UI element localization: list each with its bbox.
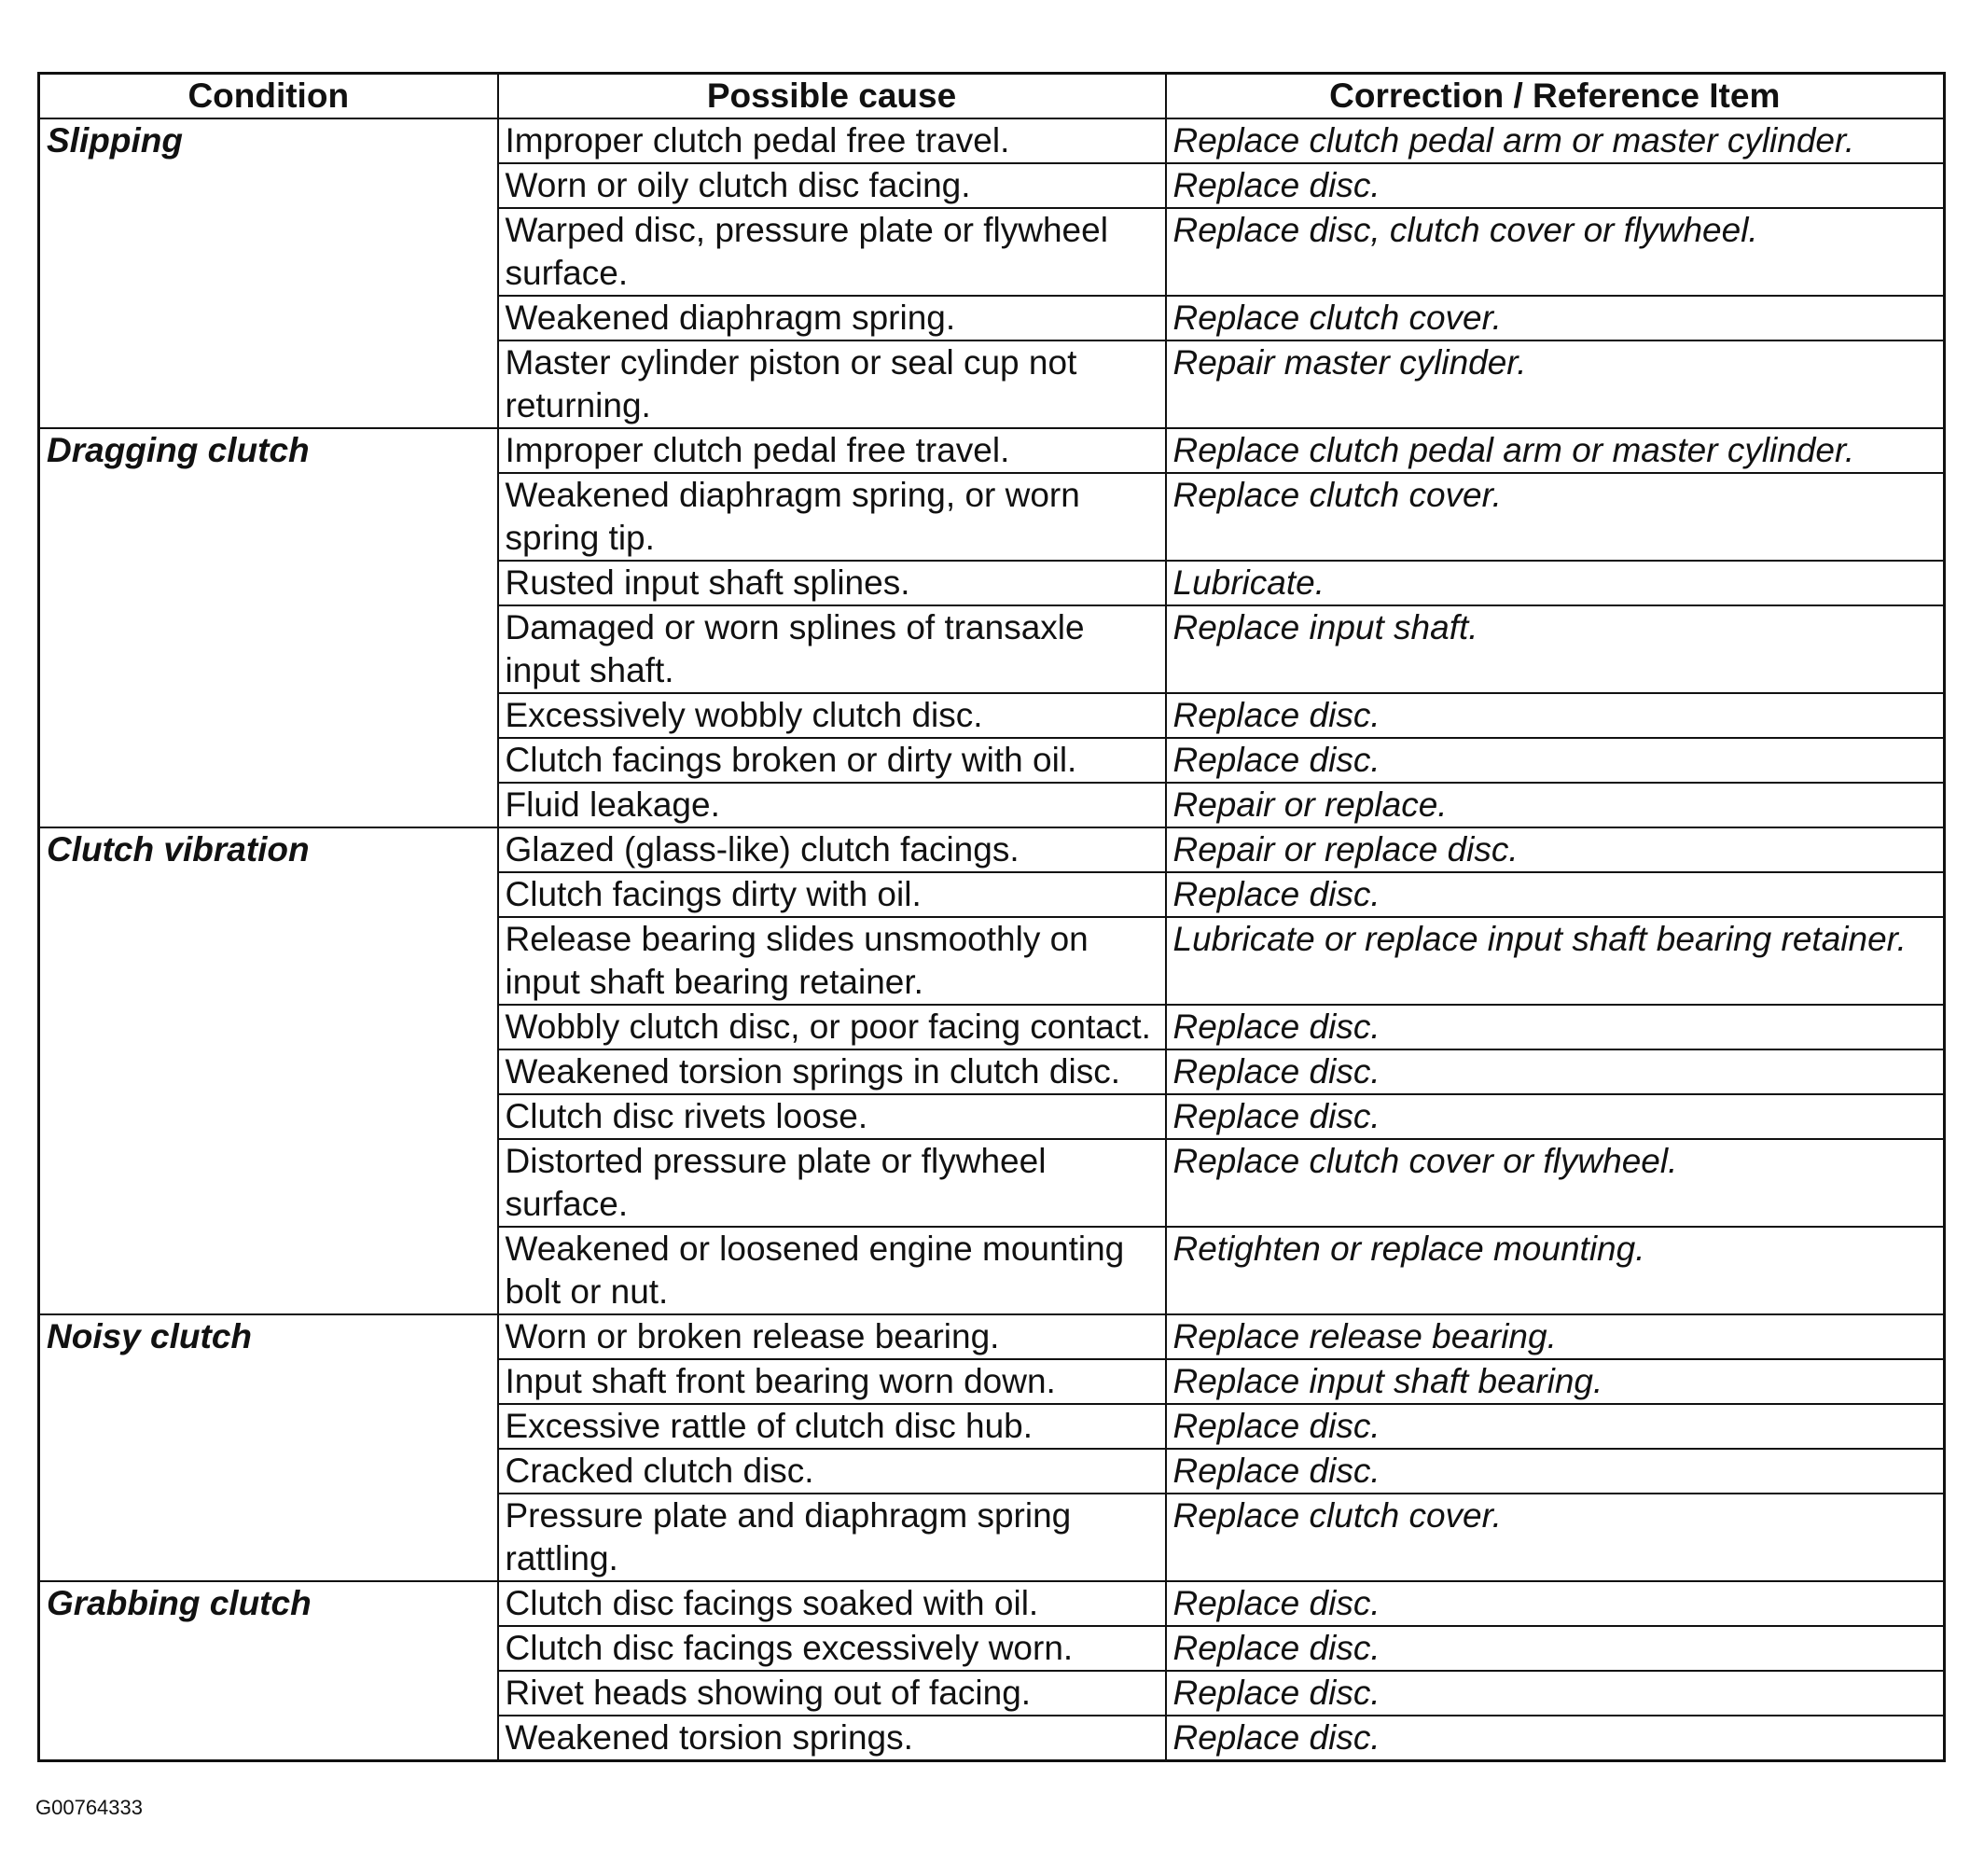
condition-cell: Clutch vibration [39, 827, 498, 1314]
correction-cell: Replace clutch pedal arm or master cylinder. [1166, 118, 1945, 163]
troubleshooting-table-container [37, 72, 1946, 1762]
possible-cause-cell: Improper clutch pedal free travel. [498, 118, 1166, 163]
correction-cell: Replace disc. [1166, 1581, 1945, 1626]
table-row [39, 827, 1945, 872]
correction-cell: Repair or replace disc. [1166, 827, 1945, 872]
possible-cause-cell: Master cylinder piston or seal cup not returning. [498, 340, 1166, 428]
possible-cause-cell: Clutch facings dirty with oil. [498, 872, 1166, 917]
correction-cell: Replace disc. [1166, 163, 1945, 208]
correction-cell: Replace release bearing. [1166, 1314, 1945, 1359]
condition-cell: Grabbing clutch [39, 1581, 498, 1761]
correction-cell: Replace disc. [1166, 1716, 1945, 1761]
correction-cell: Repair or replace. [1166, 783, 1945, 827]
correction-cell: Replace disc. [1166, 1626, 1945, 1671]
correction-cell: Repair master cylinder. [1166, 340, 1945, 428]
correction-cell: Replace clutch cover. [1166, 1494, 1945, 1581]
correction-cell: Retighten or replace mounting. [1166, 1227, 1945, 1314]
possible-cause-cell: Input shaft front bearing worn down. [498, 1359, 1166, 1404]
possible-cause-cell: Weakened torsion springs. [498, 1716, 1166, 1761]
correction-cell: Replace clutch pedal arm or master cylinder. [1166, 428, 1945, 473]
possible-cause-cell: Wobbly clutch disc, or poor facing contact. [498, 1005, 1166, 1049]
possible-cause-cell: Pressure plate and diaphragm spring rattling. [498, 1494, 1166, 1581]
possible-cause-cell: Rusted input shaft splines. [498, 561, 1166, 605]
possible-cause-cell: Weakened diaphragm spring, or worn spring tip. [498, 473, 1166, 561]
correction-cell: Replace disc. [1166, 1005, 1945, 1049]
header-possible-cause: Possible cause [498, 74, 1166, 119]
possible-cause-cell: Warped disc, pressure plate or flywheel surface. [498, 208, 1166, 296]
table-row [39, 1581, 1945, 1626]
correction-cell: Replace clutch cover. [1166, 296, 1945, 340]
correction-cell: Lubricate. [1166, 561, 1945, 605]
possible-cause-cell: Worn or broken release bearing. [498, 1314, 1166, 1359]
condition-cell: Slipping [39, 118, 498, 428]
correction-cell: Replace input shaft bearing. [1166, 1359, 1945, 1404]
figure-code: G00764333 [35, 1796, 143, 1819]
possible-cause-cell: Distorted pressure plate or flywheel surface. [498, 1139, 1166, 1227]
possible-cause-cell: Weakened torsion springs in clutch disc. [498, 1049, 1166, 1094]
possible-cause-cell: Weakened or loosened engine mounting bolt or nut. [498, 1227, 1166, 1314]
correction-cell: Replace disc. [1166, 1671, 1945, 1716]
possible-cause-cell: Excessively wobbly clutch disc. [498, 693, 1166, 738]
possible-cause-cell: Release bearing slides unsmoothly on input shaft bearing retainer. [498, 917, 1166, 1005]
table-body [39, 118, 1945, 1761]
possible-cause-cell: Fluid leakage. [498, 783, 1166, 827]
possible-cause-cell: Glazed (glass-like) clutch facings. [498, 827, 1166, 872]
correction-cell: Replace disc. [1166, 738, 1945, 783]
correction-cell: Replace input shaft. [1166, 605, 1945, 693]
correction-cell: Replace clutch cover or flywheel. [1166, 1139, 1945, 1227]
correction-cell: Lubricate or replace input shaft bearing retainer. [1166, 917, 1945, 1005]
table-row [39, 1314, 1945, 1359]
possible-cause-cell: Clutch facings broken or dirty with oil. [498, 738, 1166, 783]
table-row [39, 428, 1945, 473]
possible-cause-cell: Excessive rattle of clutch disc hub. [498, 1404, 1166, 1449]
correction-cell: Replace disc, clutch cover or flywheel. [1166, 208, 1945, 296]
correction-cell: Replace disc. [1166, 1449, 1945, 1494]
correction-cell: Replace disc. [1166, 693, 1945, 738]
possible-cause-cell: Clutch disc facings soaked with oil. [498, 1581, 1166, 1626]
table-header-row [39, 74, 1945, 119]
table-row [39, 118, 1945, 163]
possible-cause-cell: Rivet heads showing out of facing. [498, 1671, 1166, 1716]
clutch-troubleshooting-table [37, 72, 1946, 1762]
possible-cause-cell: Weakened diaphragm spring. [498, 296, 1166, 340]
correction-cell: Replace disc. [1166, 1404, 1945, 1449]
possible-cause-cell: Worn or oily clutch disc facing. [498, 163, 1166, 208]
correction-cell: Replace clutch cover. [1166, 473, 1945, 561]
correction-cell: Replace disc. [1166, 872, 1945, 917]
possible-cause-cell: Damaged or worn splines of transaxle input shaft. [498, 605, 1166, 693]
condition-cell: Noisy clutch [39, 1314, 498, 1581]
possible-cause-cell: Clutch disc facings excessively worn. [498, 1626, 1166, 1671]
correction-cell: Replace disc. [1166, 1094, 1945, 1139]
possible-cause-cell: Cracked clutch disc. [498, 1449, 1166, 1494]
possible-cause-cell: Improper clutch pedal free travel. [498, 428, 1166, 473]
correction-cell: Replace disc. [1166, 1049, 1945, 1094]
possible-cause-cell: Clutch disc rivets loose. [498, 1094, 1166, 1139]
condition-cell: Dragging clutch [39, 428, 498, 827]
header-correction: Correction / Reference Item [1166, 74, 1945, 119]
header-condition: Condition [39, 74, 498, 119]
